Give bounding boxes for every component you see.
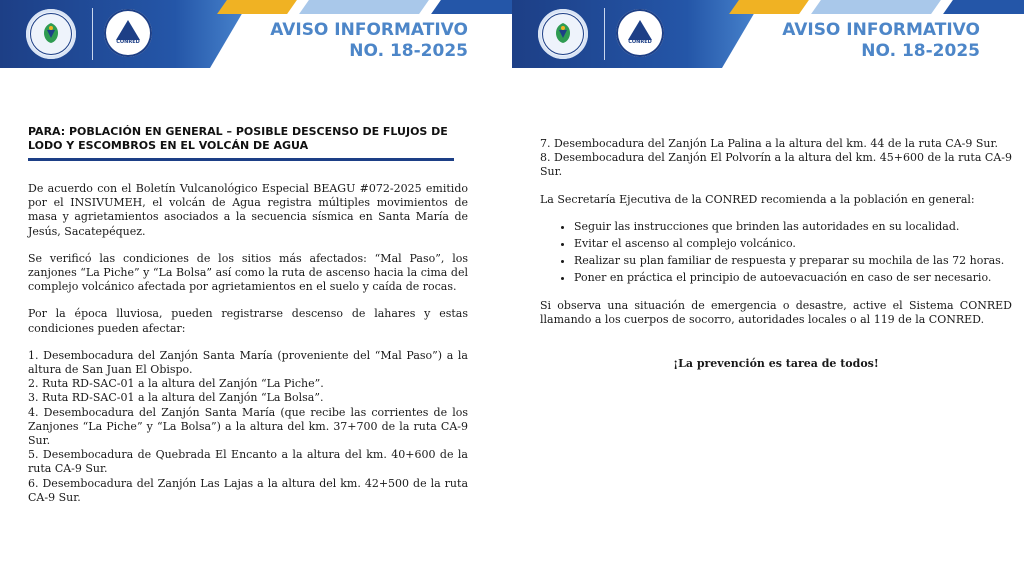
paragraph-sites: Se verificó las condiciones de los sitios más afectados: “Mal Paso”, los zanjones “La Piche” y “La Bolsa” así como la ruta de ascenso hacia la cima del complejo volcánico afectada por agrietamientos en el suelo y caída de rocas.: [28, 251, 468, 294]
logo-divider: [604, 8, 605, 60]
conred-logo-text: CONRED: [628, 39, 652, 45]
logo-divider: [92, 8, 93, 60]
notice-title-line1: AVISO INFORMATIVO: [782, 20, 980, 40]
recommendations-list: [540, 220, 1012, 286]
list-item: 4. Desembocadura del Zanjón Santa María (que recibe las corrientes de los Zanjones “La Piche” y “La Bolsa”) a la altura del km. 37+700 de la ruta CA-9 Sur.: [28, 405, 468, 448]
guatemala-seal-logo: [538, 9, 588, 59]
recommendation-intro: La Secretaría Ejecutiva de la CONRED recomienda a la población en general:: [540, 192, 975, 206]
notice-number: NO. 18-2025: [349, 41, 468, 61]
list-item: 1. Desembocadura del Zanjón Santa María (proveniente del “Mal Paso”) a la altura de San Juan El Obispo.: [28, 348, 468, 377]
list-item: 6. Desembocadura del Zanjón Las Lajas a la altura del km. 42+500 de la ruta CA-9 Sur.: [28, 476, 468, 504]
conred-logo: [104, 9, 152, 57]
left-body: [28, 182, 468, 505]
paragraph-rainy-season: Por la época lluviosa, pueden registrarse descenso de lahares y estas condiciones pueden afectar:: [28, 307, 468, 335]
affected-areas-list-continued: [540, 137, 1012, 180]
guatemala-seal-logo: [26, 9, 76, 59]
emergency-paragraph: Si observa una situación de emergencia o desastre, active el Sistema CONRED llamando a los cuerpos de socorro, autoridades locales o al 119 de la CONRED.: [540, 298, 1012, 326]
recommendation-item: • Seguir las instrucciones que brinden las autoridades en su localidad.: [574, 220, 1012, 234]
notice-number: NO. 18-2025: [861, 41, 980, 61]
list-item: 7. Desembocadura del Zanjón La Palina a la altura del km. 44 de la ruta CA-9 Sur.: [540, 137, 999, 150]
paragraph-bulletin: De acuerdo con el Boletín Vulcanológico Especial BEAGU #072-2025 emitido por el INSIVUMEH, el volcán de Agua registra múltiples movimientos de masa y agrietamientos asociados a la secuencia sísmica en Santa María de Jesús, Sacatepéquez.: [28, 182, 468, 238]
slogan: ¡La prevención es tarea de todos!: [673, 357, 879, 371]
conred-logo-text: CONRED: [116, 39, 140, 45]
conred-logo: [616, 9, 664, 57]
title-underline: [28, 158, 454, 161]
recommendation-item: • Realizar su plan familiar de respuesta y preparar su mochila de las 72 horas.: [574, 254, 1012, 268]
list-item: 8. Desembocadura del Zanjón El Polvorín a la altura del km. 45+600 de la ruta CA-9 Sur.: [540, 151, 1012, 179]
notice-title: [782, 20, 980, 62]
recommendation-item: • Poner en práctica el principio de autoevacuación en caso de ser necesario.: [574, 271, 1012, 285]
affected-areas-list: [28, 349, 468, 505]
list-item: 5. Desembocadura de Quebrada El Encanto a la altura del km. 40+600 de la ruta CA-9 Sur.: [28, 448, 468, 476]
notice-title-line1: AVISO INFORMATIVO: [270, 20, 468, 40]
recommendation-item: • Evitar el ascenso al complejo volcánico.: [574, 237, 1012, 251]
list-item: 3. Ruta RD-SAC-01 a la altura del Zanjón “La Bolsa”.: [28, 391, 324, 405]
list-item: 2. Ruta RD-SAC-01 a la altura del Zanjón “La Piche”.: [28, 377, 324, 391]
document-title: PARA: POBLACIÓN EN GENERAL – POSIBLE DESCENSO DE FLUJOS DE LODO Y ESCOMBROS EN EL VOLCÁN DE AGUA: [28, 125, 448, 152]
notice-title: [270, 20, 468, 62]
document-page-right: [512, 0, 1024, 576]
header-stripes: [208, 0, 512, 14]
header-stripes: [720, 0, 1024, 14]
right-body: [540, 137, 1012, 384]
